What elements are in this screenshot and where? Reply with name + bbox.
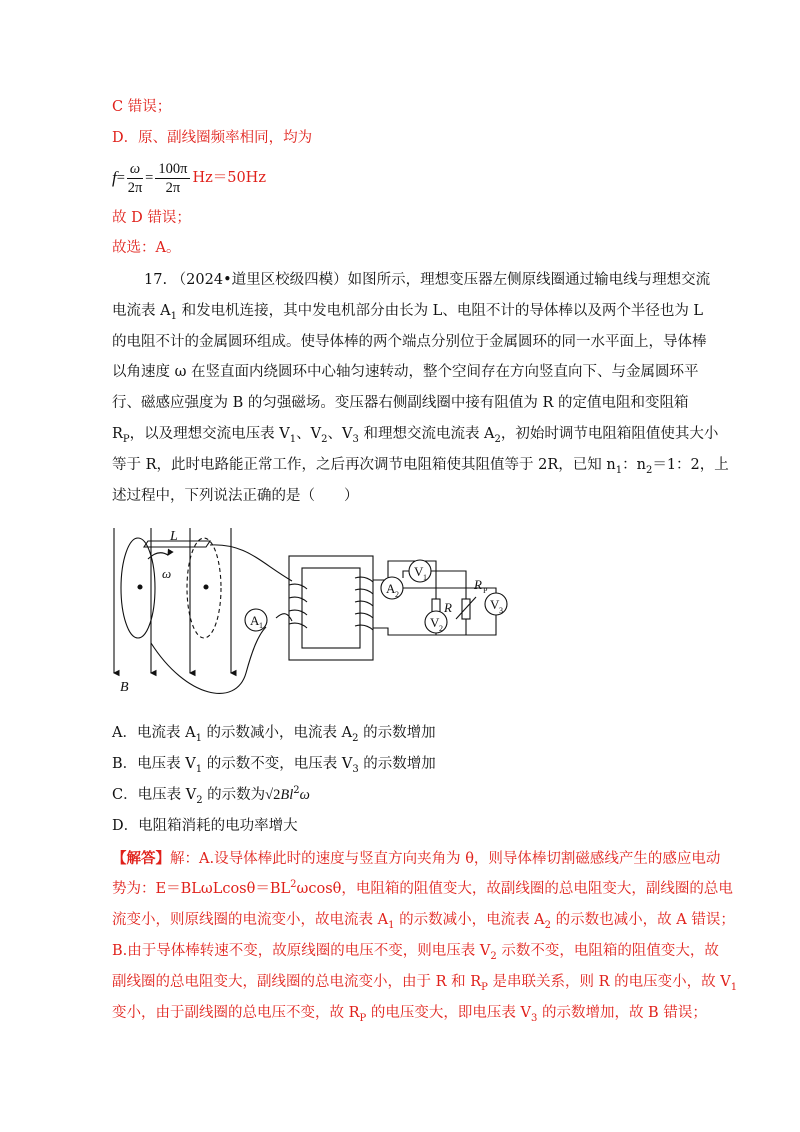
svg-text:1: 1 [259,621,263,630]
answer-label: 【解答】 [112,850,170,867]
formula-eq-2: = [145,170,154,186]
secondary-coil [355,577,373,630]
svg-text:2: 2 [439,624,443,633]
answer-line-5: 副线圈的总电阻变大，副线圈的总电流变小，由于 R 和 $R_P$ 是串联关系，则 R 的电压变小，故 $V_1$ [112,974,738,993]
answer-line-4: B.由于导体棒转速不变，故原线圈的电压不变，则电压表 $V_2$ 示数不变，电阻箱的阻值变大，故 [112,943,719,962]
d-explanation-head: D．原、副线圈频率相同，均为 [112,130,313,146]
svg-text:1: 1 [423,573,427,582]
label-L: L [170,529,178,544]
primary-coil [289,584,307,628]
question-line-7: 等于 R，此时电路能正常工作，之后再次调节电阻箱使其阻值等于 2R，已知 $n_1$：$n_2=1$：2，上 [112,457,729,476]
wire-bottom [151,627,266,693]
circuit-diagram [106,523,536,703]
option-a: A．电流表 $A_1$ 的示数减小，电流表 $A_2$ 的示数增加 [112,725,436,744]
answer-line-2: 势为：$E=BL\omega Lcos\theta=BL^2\omega\cos\theta$，电阻箱的阻值变大，故副线圈的总电阻变大，副线圈的总电 [112,879,733,897]
frequency-formula [112,158,266,198]
svg-text:A: A [250,613,260,628]
formula-frac-omega: $\frac{\omega}{2\pi}$ [127,160,143,196]
ammeter-a1 [245,609,267,631]
svg-text:R: R [444,600,452,615]
svg-text:R: R [474,577,482,592]
question-source: （2024•道里区校级四模） [171,272,348,288]
resistance-box-rp [456,577,488,619]
question-line-3: 的电阻不计的金属圆环组成。使导体棒的两个端点分别位于金属圆环的同一水平面上，导体棒 [112,334,707,350]
answer-line-3: 流变小，则原线圈的电流变小，故电流表 $A_1$ 的示数减小，电流表 $A_2$ 的示数也减小，故 A 错误； [112,912,735,931]
svg-text:P: P [483,586,488,595]
question-line-4: 以角速度 ω 在竖直面内绕圆环中心轴匀速转动，整个空间存在方向竖直向下、与金属圆环平 [112,364,699,380]
formula-f: f [112,168,117,187]
formula-result: Hz＝50Hz [192,170,266,186]
label-B: B [120,680,129,695]
svg-text:2: 2 [395,590,399,599]
question-number: 17. [144,272,168,288]
question-line-1: 17. （2024•道里区校级四模）如图所示，理想变压器左侧原线圈通过输电线与理想交流 [144,272,711,288]
label-omega: ω [162,566,172,581]
option-c: C．电压表 $V_2$ 的示数为√2Bl$^2$ω [112,785,310,806]
ammeter-a2 [381,577,403,599]
voltmeter-v3 [466,588,507,635]
d-wrong-text: 故 D 错误； [112,210,191,226]
ring-center-left [138,585,142,589]
svg-text:V: V [414,564,424,579]
choose-text: 故选：A。 [112,240,181,256]
wire-to-coil [276,614,292,621]
voltmeter-v1 [403,560,466,588]
answer-line-6: 变小，由于副线圈的总电压不变，故 $R_P$ 的电压变大，即电压表 $V_3$ 的示数增加，故 B 错误； [112,1005,707,1024]
svg-text:V: V [430,615,440,630]
svg-text:V: V [490,597,500,612]
question-line-2: 电流表 $A_1$ 和发电机连接，其中发电机部分由长为 L、电阻不计的导体棒以及两个半径也为 L [112,303,704,322]
formula-eq-1: = [116,170,125,186]
question-line-5: 行、磁感应强度为 B 的匀强磁场。变压器右侧副线圈中接有阻值为 R 的定值电阻和变阻箱 [112,395,689,411]
secondary-wire-2 [373,628,426,635]
voltmeter-v2 [425,611,447,633]
svg-text:3: 3 [499,606,503,615]
svg-text:A: A [386,581,396,596]
answer-line-1: 【解答】解：A.设导体棒此时的速度与竖直方向夹角为 θ，则导体棒切割磁感线产生的感应电动 [112,850,721,867]
formula-frac-100pi: $\frac{100\pi}{2\pi}$ [155,160,190,197]
wire-top [210,545,292,581]
transformer [289,556,373,660]
question-line-6: $R_P$，以及理想交流电压表 $V_1$、$V_2$、$V_3$ 和理想交流电流表 $A_2$，初始时调节电阻箱阻值使其大小 [112,426,719,445]
ring-center-right [204,585,208,589]
c-wrong-text: C 错误； [112,99,172,115]
magnetic-field-lines [114,528,231,673]
question-line-8: 述过程中，下列说法正确的是（ ） [112,488,359,504]
option-b: B．电压表 $V_1$ 的示数不变，电压表 $V_3$ 的示数增加 [112,756,436,775]
option-d: D．电阻箱消耗的电功率增大 [112,818,298,834]
